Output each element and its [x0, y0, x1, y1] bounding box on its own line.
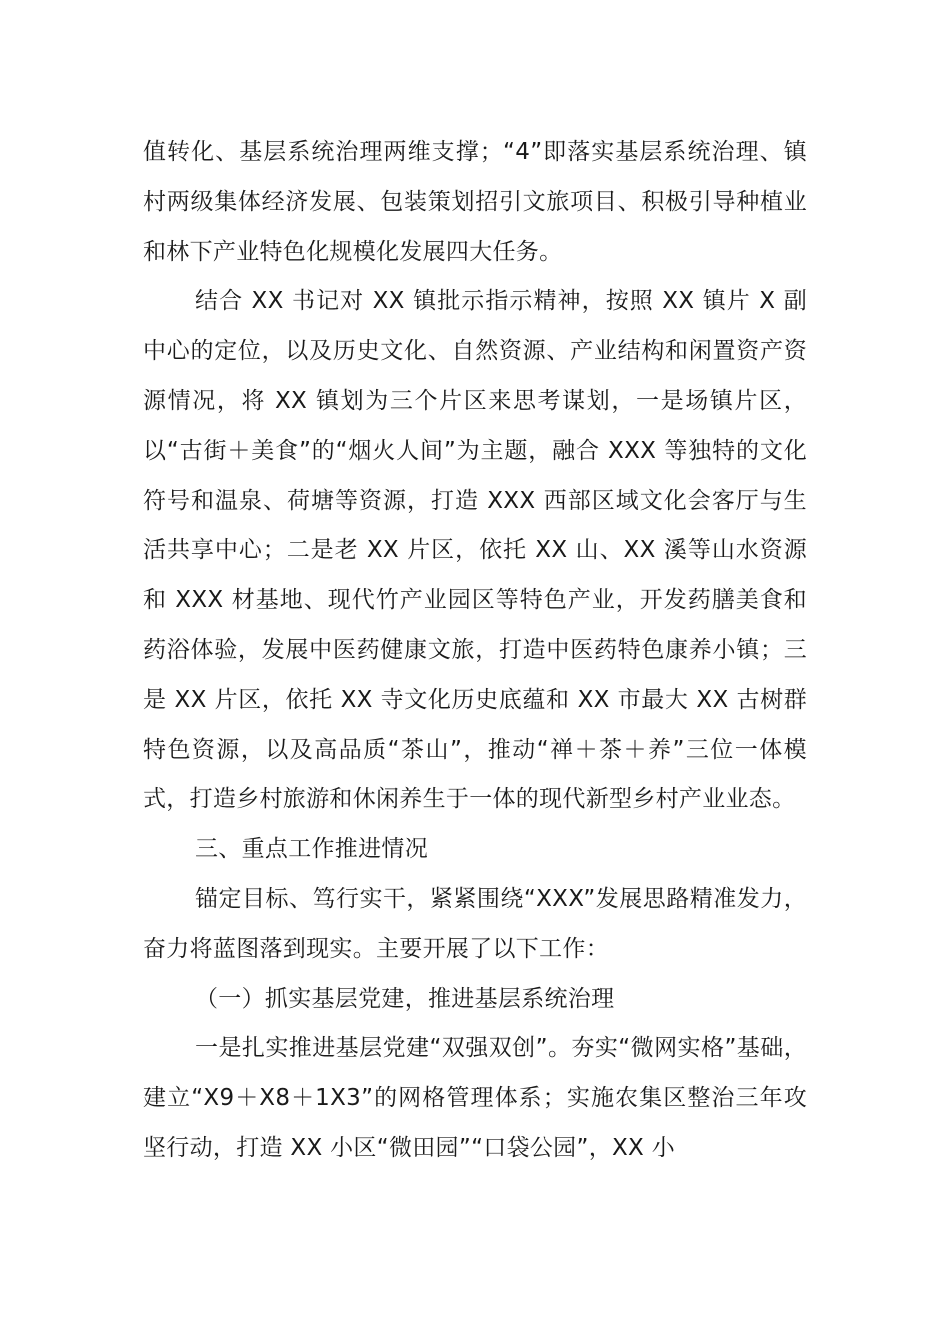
paragraph-party-building: 一是扎实推进基层党建“双强双创”。夯实“微网实格”基础，建立“X9＋X8＋1X3”的网格管理体系；实施农集区整治三年攻坚行动，打造 XX 小区“微田园”“口袋公园”，XX 小	[143, 1035, 807, 1161]
subheading-grassroots-party: （一）抓实基层党建，推进基层系统治理	[195, 985, 615, 1012]
section-heading-key-work: 三、重点工作推进情况	[195, 836, 428, 863]
paragraph-work-intro: 锚定目标、笃行实干，紧紧围绕“XXX”发展思路精准发力，奋力将蓝图落到现实。主要开展了以下工作：	[143, 885, 807, 962]
paragraph-district-planning: 结合 XX 书记对 XX 镇批示指示精神，按照 XX 镇片 X 副中心的定位，以及历史文化、自然资源、产业结构和闲置资产资源情况，将 XX 镇划为三个片区来思考谋划，一是场镇片区，以“古街＋美食”的“烟火人间”为主题，融合 XXX 等独特的文化符号和温泉、荷塘等资源，打造 XXX 西部区域文化会客厅与生活共享中心；二是老 XX 片区，依托 XX 山、XX 溪等山水资源和 XXX 材基地、现代竹产业园区等特色产业，开发药膳美食和药浴体验，发展中医药健康文旅，打造中医药特色康养小镇；三是 XX 片区，依托 XX 寺文化历史底蕴和 XX 市最大 XX 古树群特色资源，以及高品质“茶山”，推动“禅＋茶＋养”三位一体模式，打造乡村旅游和休闲养生于一体的现代新型乡村产业业态。	[143, 288, 807, 813]
paragraph-continuation: 值转化、基层系统治理两维支撑；“4”即落实基层系统治理、镇村两级集体经济发展、包装策划招引文旅项目、积极引导种植业和林下产业特色化规模化发展四大任务。	[143, 139, 807, 265]
document-body	[143, 128, 807, 1174]
